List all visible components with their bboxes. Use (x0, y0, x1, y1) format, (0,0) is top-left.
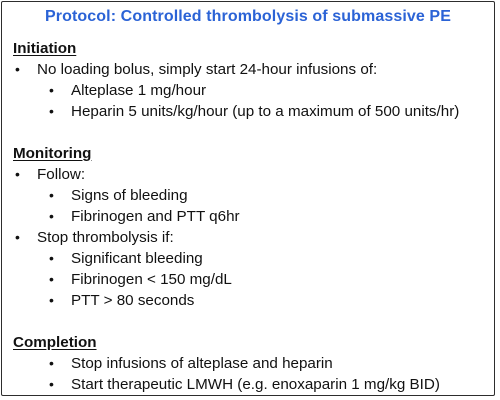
list-item-text: Signs of bleeding (71, 187, 188, 204)
spacer (13, 122, 489, 143)
list-item (13, 206, 489, 227)
bullet-icon: • (49, 82, 54, 98)
list-item (13, 101, 489, 122)
bullet-icon: • (15, 61, 20, 77)
list-item-text: Follow: (37, 166, 86, 183)
list-item-text: No loading bolus, simply start 24-hour infusions of: (37, 61, 378, 78)
list-item (13, 374, 489, 395)
bullet-icon: • (49, 208, 54, 224)
section-heading-monitoring: Monitoring (13, 145, 92, 162)
list-item-text: Heparin 5 units/kg/hour (up to a maximum of 500 units/hr) (71, 103, 460, 120)
list-item (13, 164, 489, 185)
bullet-icon: • (15, 229, 20, 245)
list-item (13, 353, 489, 374)
list-item-text: Stop thrombolysis if: (37, 229, 174, 246)
list-item-text: PTT > 80 seconds (71, 292, 195, 309)
section-heading-completion: Completion (13, 334, 97, 351)
list-item (13, 227, 489, 248)
list-item (13, 59, 489, 80)
protocol-title: Protocol: Controlled thrombolysis of submassive PE (45, 8, 451, 25)
list-item-text: Fibrinogen < 150 mg/dL (71, 271, 232, 288)
bullet-icon: • (49, 187, 54, 203)
bullet-icon: • (49, 376, 54, 392)
list-item-text: Stop infusions of alteplase and heparin (71, 355, 333, 372)
list-item-text: Fibrinogen and PTT q6hr (71, 208, 240, 225)
list-item (13, 290, 489, 311)
list-item-text: Significant bleeding (71, 250, 203, 267)
bullet-icon: • (49, 271, 54, 287)
bullet-icon: • (49, 292, 54, 308)
list-item-text: Start therapeutic LMWH (e.g. enoxaparin 1 mg/kg BID) (71, 376, 440, 393)
bullet-icon: • (49, 250, 54, 266)
protocol-box (1, 1, 495, 396)
bullet-icon: • (49, 355, 54, 371)
list-item-text: Alteplase 1 mg/hour (71, 82, 207, 99)
list-item (13, 80, 489, 101)
section-heading-initiation: Initiation (13, 40, 77, 57)
bullet-icon: • (49, 103, 54, 119)
bullet-icon: • (15, 166, 20, 182)
list-item (13, 269, 489, 290)
list-item (13, 248, 489, 269)
protocol-content (13, 38, 489, 395)
spacer (13, 311, 489, 332)
list-item (13, 185, 489, 206)
